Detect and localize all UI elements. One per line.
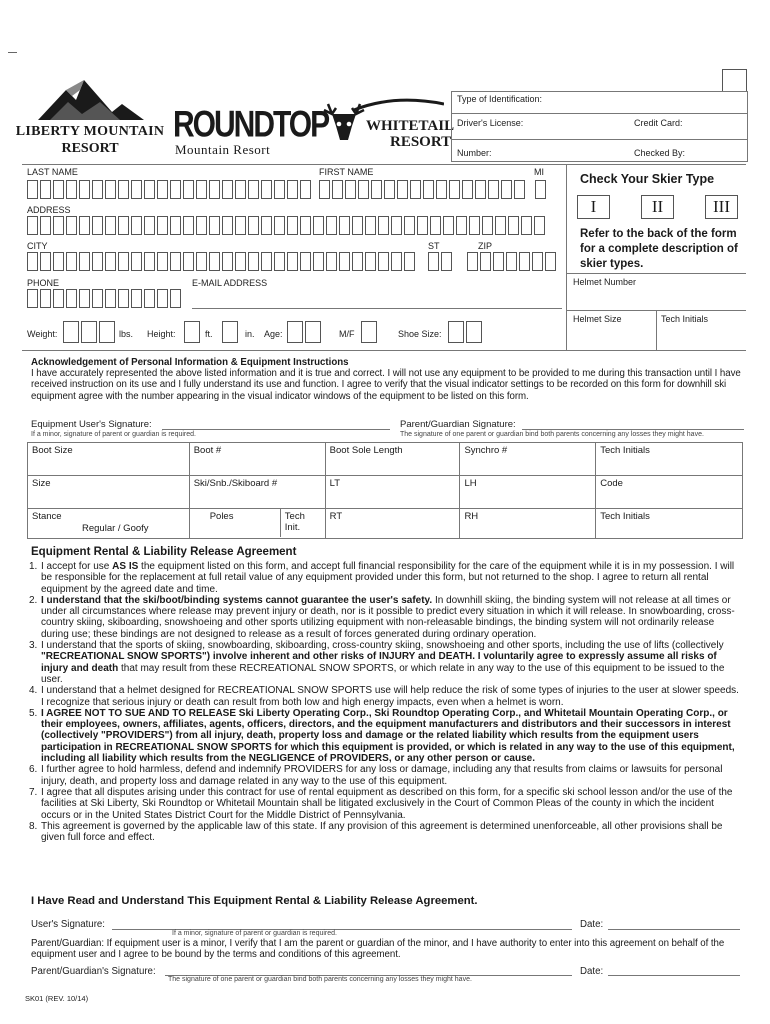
guardian-signature-label: Parent/Guardian's Signature: xyxy=(31,966,156,977)
ack-user-note: If a minor, signature of parent or guardian is required. xyxy=(31,431,196,438)
ft-label: ft. xyxy=(205,329,213,339)
release-item-5: 5. I AGREE NOT TO SUE AND TO RELEASE Ski Liberty Operating Corp., Ski Roundtop Operating Corp., and Whitetail Mountain Operating Corp., or their employees, owners, affiliates, agents, officers, directors, and the equipment manufacturers and distributors and their successors in interest (collectively "PROVIDERS") from all injury, death, property loss and damage or the related liability which results from the equipment users participation in RECREATIONAL SNOW SPORTS for which this equipment is provided, or which is related in any way to the use of this equipment, including all liability which results from the NEGLIGENCE of PROVIDERS, or any other person or cause. xyxy=(29,707,735,765)
skier-type-refer: Refer to the back of the form for a complete description of skier types. xyxy=(580,228,738,270)
mi-label: MI xyxy=(534,167,544,177)
release-item-7: 7. I agree that all disputes arising under this contract for use of rental equipment as described on this form, for a specific ski school lesson and/or the use of the facilities at Ski Liberty, Ski Roundtop or Whitetail Mountain shall be litigated exclusively in the Court of Common Pleas of the county in which the incident occurs or in the United States District Court for the Middle District of Pennsylvania. xyxy=(29,786,733,821)
ack-title: Acknowledgement of Personal Information & Equipment Instructions xyxy=(31,357,349,368)
shoe-size-boxes[interactable] xyxy=(448,321,484,343)
release-item-8: 8. This agreement is governed by the applicable law of this state. If any provision of this agreement is determined unenforceable, all other provisions shall be given full force and effect. xyxy=(29,820,723,844)
synchro-number-cell[interactable]: Synchro # xyxy=(460,443,596,476)
form-id: SK01 (REV. 10/14) xyxy=(25,994,89,1003)
age-label: Age: xyxy=(264,329,283,339)
personal-bottom-rule xyxy=(22,350,746,351)
shoe-size-label: Shoe Size: xyxy=(398,329,442,339)
whitetail-logo xyxy=(318,96,455,154)
phone-label: PHONE xyxy=(27,278,60,288)
poles-label: Poles xyxy=(209,511,234,522)
boot-size-cell[interactable]: Boot Size xyxy=(28,443,190,476)
stance-options: Regular / Goofy xyxy=(82,523,149,534)
city-boxes[interactable] xyxy=(27,252,417,271)
users-date-label: Date: xyxy=(580,919,604,930)
zip-label: ZIP xyxy=(478,241,493,251)
helmet-size-label: Helmet Size xyxy=(573,314,622,324)
guardian-date-line[interactable] xyxy=(608,975,740,976)
liberty-name: LIBERTY MOUNTAIN xyxy=(15,124,165,139)
weight-label: Weight: xyxy=(27,329,58,339)
ack-guardian-signature-line[interactable] xyxy=(522,429,744,430)
age-boxes[interactable] xyxy=(287,321,323,343)
zip-boxes[interactable] xyxy=(467,252,558,271)
mf-label: M/F xyxy=(339,329,355,339)
helmet-divider xyxy=(656,310,657,350)
checked-by-label: Checked By: xyxy=(634,148,686,158)
skier-type-3-box[interactable]: III xyxy=(705,195,738,219)
helmet-number-label: Helmet Number xyxy=(573,277,637,287)
email-label: E-MAIL ADDRESS xyxy=(192,278,268,288)
whitetail-name: WHITETAIL xyxy=(366,118,455,134)
boot-number-cell[interactable]: Boot # xyxy=(189,443,325,476)
users-date-line[interactable] xyxy=(608,929,740,930)
phone-boxes[interactable] xyxy=(27,289,183,308)
address-boxes[interactable] xyxy=(27,216,547,235)
personal-divider xyxy=(566,164,567,350)
city-label: CITY xyxy=(27,241,48,251)
id-rule-1 xyxy=(451,113,748,114)
ski-number-cell[interactable]: Ski/Snb./Skiboard # xyxy=(189,476,325,509)
first-name-boxes[interactable] xyxy=(319,180,527,199)
last-name-label: LAST NAME xyxy=(27,167,78,177)
tech-init-cell[interactable] xyxy=(281,509,325,537)
id-rule-3 xyxy=(451,161,748,162)
release-items xyxy=(25,561,743,843)
address-label: ADDRESS xyxy=(27,205,71,215)
ack-user-signature-line[interactable] xyxy=(162,429,390,430)
boot-sole-length-cell[interactable]: Boot Sole Length xyxy=(325,443,460,476)
mf-box[interactable] xyxy=(361,321,379,343)
release-title: Equipment Rental & Liability Release Agreement xyxy=(31,546,297,558)
stance-cell[interactable] xyxy=(28,509,190,539)
liberty-mountain-icon xyxy=(10,76,170,126)
roundtop-logo xyxy=(173,104,329,158)
corner-mark xyxy=(8,52,17,53)
release-item-4: 4. I understand that a helmet designed for RECREATIONAL SNOW SPORTS use will help reduce the risk of some types of injuries to the user at slower speeds. I recognize that serious injury or death can result from both low and high energy impacts, even when a helmet is worn. xyxy=(29,685,739,708)
users-signature-note: If a minor, signature of parent or guardian is required. xyxy=(172,930,337,937)
weight-boxes[interactable] xyxy=(63,321,117,343)
size-cell[interactable]: Size xyxy=(28,476,190,509)
id-check-box[interactable] xyxy=(722,69,747,92)
equipment-table xyxy=(27,442,743,539)
tech-init-label: Tech Init. xyxy=(284,511,305,533)
last-name-boxes[interactable] xyxy=(27,180,313,199)
first-name-label: FIRST NAME xyxy=(319,167,374,177)
release-understand: I Have Read and Understand This Equipment Rental & Liability Release Agreement. xyxy=(31,895,478,907)
guardian-signature-note: The signature of one parent or guardian bind both parents concerning any losses they might have. xyxy=(168,976,472,983)
id-number-label: Number: xyxy=(457,148,492,158)
ack-guardian-signature-label: Parent/Guardian Signature: xyxy=(400,419,516,430)
whitetail-resort: RESORT xyxy=(390,134,452,150)
poles-tech-cell[interactable] xyxy=(189,509,325,539)
ack-body: I have accurately represented the above listed information and it is true and correct. I will not use any equipment to be provided to me during this transaction until I have received instruction on its use and I fully understand its use and function. I agree to verify that the visual indicator settings to be recorded on this form for downhill ski equipment agree with the number appearing in the visual indicator windows of the equipment to be listed on this form. xyxy=(31,368,741,402)
rh-cell[interactable]: RH xyxy=(460,509,596,539)
id-right-edge xyxy=(747,91,748,162)
release-item-1: 1. I accept for use AS IS the equipment listed on this form, and accept full financial responsibility for the care of the equipment while it is in my possession. I will be responsible for the replacement at full retail value of any equipment provided under this form, but not returned to the shop. I agree to return all rental equipment by the agreed date and time. xyxy=(29,561,735,595)
liberty-logo xyxy=(10,76,170,158)
code-cell[interactable]: Code xyxy=(596,476,743,509)
lbs-label: lbs. xyxy=(119,329,134,339)
height-label: Height: xyxy=(147,329,176,339)
rt-cell[interactable]: RT xyxy=(325,509,460,539)
id-type-label: Type of Identification: xyxy=(457,94,543,104)
skier-type-1-box[interactable]: I xyxy=(577,195,610,219)
roundtop-name: ROUNDTOP xyxy=(173,104,329,146)
poles-cell[interactable] xyxy=(190,509,281,537)
stance-label: Stance xyxy=(32,511,62,522)
release-item-6: 6. I further agree to hold harmless, defend and indemnify PROVIDERS for any loss or damage, including any that results from claims or lawsuits for personal injury, death, and property loss and damage related in any way to the use of this equipment. xyxy=(29,764,723,787)
st-label: ST xyxy=(428,241,440,251)
skier-type-title: Check Your Skier Type xyxy=(580,172,715,186)
liberty-resort: RESORT xyxy=(61,141,119,156)
helmet-tech-initials-label: Tech Initials xyxy=(661,314,709,324)
release-item-3: 3. I understand that the sports of skiing, snowboarding, skiboarding, cross-country skiing, snowshoeing and other sports, including the use of lifts (collectively "RECREATIONAL SNOW SPORTS") involve inherent and other risks of INJURY and DEATH. I voluntarily agree to expressly assume all risks of injury and death that may result from these RECREATIONAL SNOW SPORTS, or which relate in any way to the use of this equipment to be issued to the user. xyxy=(29,640,725,685)
tech-initials-cell-1[interactable]: Tech Initials xyxy=(596,443,743,476)
helmet-top-rule xyxy=(566,273,746,274)
skier-type-2-box[interactable]: II xyxy=(641,195,674,219)
mi-box[interactable] xyxy=(535,180,548,199)
swoosh-icon xyxy=(354,96,444,112)
email-line xyxy=(192,308,562,309)
lh-cell[interactable]: LH xyxy=(460,476,596,509)
ack-user-signature-label: Equipment User's Signature: xyxy=(31,419,152,430)
release-item-2: 2. I understand that the ski/boot/binding systems cannot guarantee the user's safety. In downhill skiing, the binding system will not release at all times or under all circumstances where release may prevent injury or death, nor is it possible to predict every situation in which it will release. In snowboarding, cross-country skiing, skiboarding, snowshoeing and other sports utilizing equipment with non-releasable bindings, the binding system will not ordinarily release during use; these bindings are not designed to release as a result of forces generated during ordinary operation. xyxy=(29,594,735,640)
tech-initials-cell-3[interactable]: Tech Initials xyxy=(596,509,743,539)
height-in-boxes[interactable] xyxy=(222,321,240,343)
ack-guardian-note: The signature of one parent or guardian bind both parents concerning any losses they might have. xyxy=(400,431,704,438)
id-rule-2 xyxy=(451,139,748,140)
credit-card-label: Credit Card: xyxy=(634,118,683,128)
lt-cell[interactable]: LT xyxy=(325,476,460,509)
users-signature-label: User's Signature: xyxy=(31,919,105,930)
guardian-paragraph: Parent/Guardian: If equipment user is a minor, I verify that I am the parent or guardian of the minor, and I have authority to enter into this agreement on behalf of the equipment user and I agree to be bound by the terms and conditions of this agreement. xyxy=(31,938,725,961)
drivers-license-label: Driver's License: xyxy=(457,118,524,128)
roundtop-sub: Mountain Resort xyxy=(175,142,271,157)
in-label: in. xyxy=(245,329,255,339)
guardian-date-label: Date: xyxy=(580,966,604,977)
personal-top-rule xyxy=(22,164,746,165)
height-ft-box[interactable] xyxy=(184,321,202,343)
st-boxes[interactable] xyxy=(428,252,454,271)
